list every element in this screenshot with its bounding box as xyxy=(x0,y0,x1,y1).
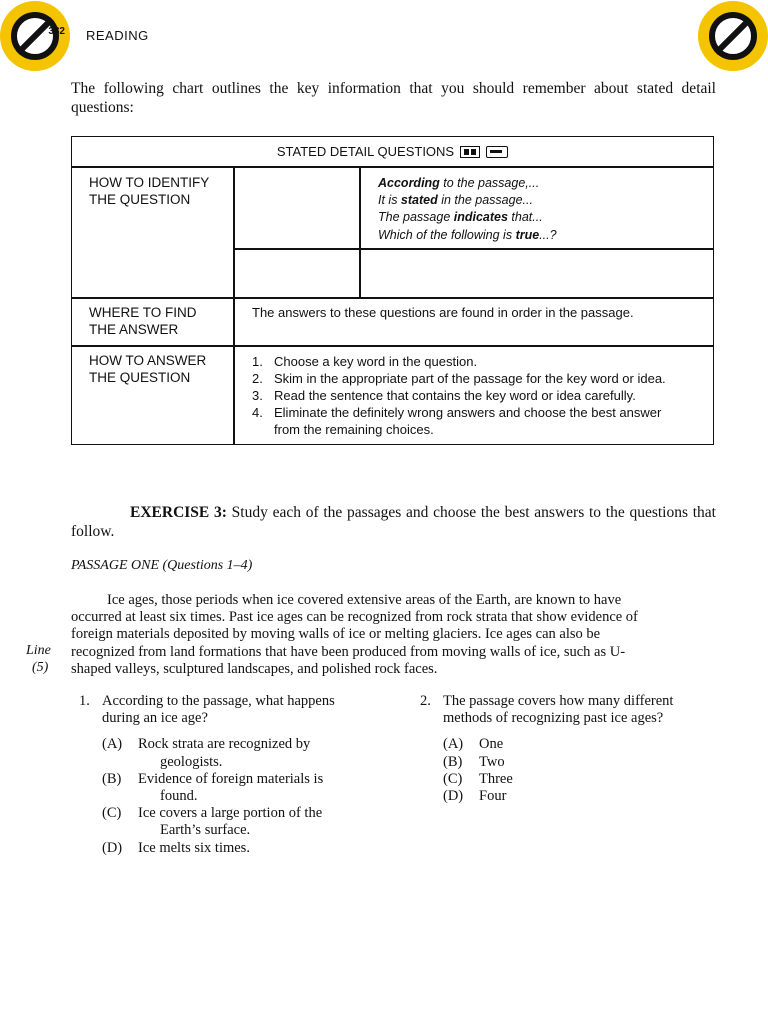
where-label: WHERE TO FIND THE ANSWER xyxy=(89,305,197,337)
q2-option-c[interactable]: (C) Three xyxy=(443,770,513,787)
chart-title-text: STATED DETAIL QUESTIONS xyxy=(276,144,455,159)
question-1: 1. According to the passage, what happens during an ice age? (A) Rock strata are recognized by geologists. (B) Evidence of foreign materials is found. (C) Ice covers a large portion of the Earth’s surface. (D) Ice melts six times. xyxy=(79,693,379,857)
q1-option-b[interactable]: (B) Evidence of foreign materials is found. xyxy=(102,770,324,805)
exercise-text: Study each of the passages and choose the best answers to the questions that follow. xyxy=(71,504,716,540)
book-icon xyxy=(460,146,480,158)
identify-phrases xyxy=(378,175,557,244)
phrase-2: It is stated in the passage... xyxy=(378,193,533,208)
page-number: 382 xyxy=(48,26,65,37)
passage-heading: PASSAGE ONE (Questions 1–4) xyxy=(71,558,253,573)
question-2: 2. The passage covers how many different methods of recognizing past ice ages? (A) One (B) Two (C) Three (D) Four xyxy=(420,693,720,805)
q1-option-d[interactable]: (D) Ice melts six times. xyxy=(102,839,250,856)
chart-title xyxy=(72,137,713,166)
passage-line-2: occurred at least six times. Past ice ages can be recognized from rock strata that show evidence of xyxy=(71,609,638,626)
where-text: The answers to these questions are found in order in the passage. xyxy=(252,305,634,320)
passage-line-4: recognized from land formations that have been produced from moving walls of ice, such as U- xyxy=(71,643,626,660)
step-3: 3. Read the sentence that contains the key word or idea carefully. xyxy=(252,388,636,403)
stated-detail-chart xyxy=(71,136,714,445)
passage-line-5: shaped valleys, sculptured landscapes, and polished rock faces. xyxy=(71,660,438,677)
passage-line-1: Ice ages, those periods when ice covered extensive areas of the Earth, are known to have xyxy=(107,592,622,608)
how-label: HOW TO ANSWER THE QUESTION xyxy=(89,353,207,385)
q1-option-a[interactable]: (A) Rock strata are recognized by geologists. xyxy=(102,736,311,770)
q2-option-a[interactable]: (A) One xyxy=(443,736,504,753)
q2-option-b[interactable]: (B) Two xyxy=(443,753,505,770)
exercise-instructions xyxy=(71,503,716,541)
phrase-3: The passage indicates that... xyxy=(378,210,543,225)
intro-paragraph: The following chart outlines the key information that you should remember about stated detail questions: xyxy=(71,80,716,116)
phrase-1: According to the passage,... xyxy=(378,176,540,190)
no-symbol-icon-right xyxy=(701,4,765,68)
section-title: READING xyxy=(86,28,149,43)
line-label: Line xyxy=(26,643,51,658)
step-4-cont: from the remaining choices. xyxy=(274,422,434,437)
q1-option-c[interactable]: (C) Ice covers a large portion of the Earth’s surface. xyxy=(102,805,323,839)
phrase-4: Which of the following is true...? xyxy=(378,227,557,242)
step-4: 4. Eliminate the definitely wrong answers and choose the best answer xyxy=(252,405,662,420)
q2-option-d[interactable]: (D) Four xyxy=(443,788,507,805)
step-2: 2. Skim in the appropriate part of the passage for the key word or idea. xyxy=(252,371,666,386)
identify-label: HOW TO IDENTIFY THE QUESTION xyxy=(89,175,210,207)
passage-text xyxy=(71,592,716,678)
passage-line-3: foreign materials deposited by moving walls of ice or melting glaciers. Ice ages can also be xyxy=(71,626,601,643)
line-number: (5) xyxy=(32,660,49,675)
exercise-label: EXERCISE 3: xyxy=(130,504,227,521)
how-steps xyxy=(252,353,666,438)
step-1: 1. Choose a key word in the question. xyxy=(252,354,478,369)
computer-icon xyxy=(486,146,508,158)
no-symbol-icon-left xyxy=(3,4,67,68)
